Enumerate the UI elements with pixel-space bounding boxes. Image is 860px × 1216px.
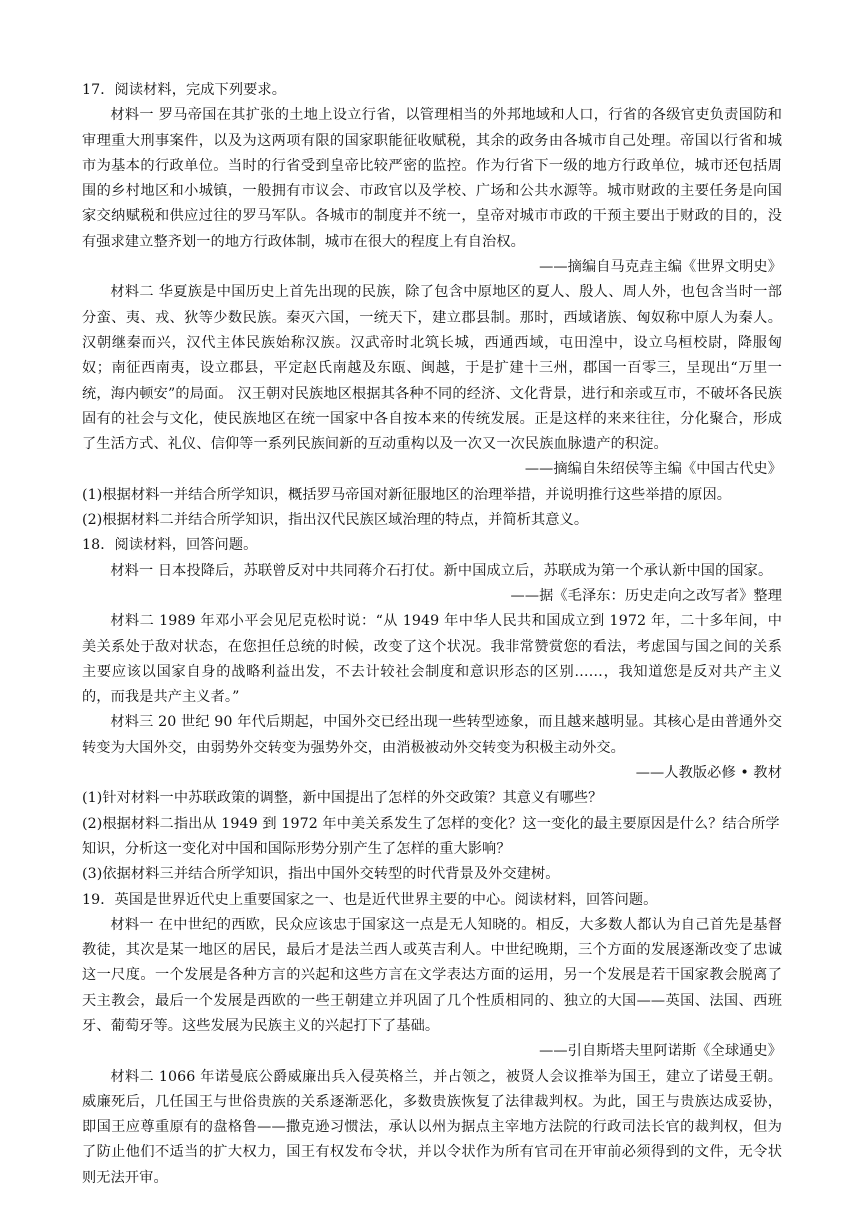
q17-material-1: 材料一 罗马帝国在其扩张的土地上设立行省，以管理相当的外邦地域和人口，行省的各级官吏负责国防和审理重大刑事案件，以及为这两项有限的国家职能征收赋税，其余的政务由各城市自己处理。帝国以行省和城市为基本的行政单位。当时的行省受到皇帝比较严密的监控。作为行省下一级的地方行政单位，城市还包括周围的乡村地区和小城镇，一般拥有市议会、市政官以及学校、广场和公共水源等。城市财政的主要任务是向国家交纳赋税和供应过往的罗马军队。各城市的制度并不统一，皇帝对城市市政的干预主要出于财政的目的，没有强求建立整齐划一的地方行政体制，城市在很大的程度上有自治权。: [82, 107, 782, 250]
q17-ask-1: (1)根据材料一并结合所学知识，概括罗马帝国对新征服地区的治理举措，并说明推行这些举措的原因。: [82, 486, 732, 503]
q17-material-1-source: ——摘编自马克垚主编《世界文明史》: [539, 259, 782, 276]
question-19-title: 19．英国是世界近代史上重要国家之一、也是近代世界主要的中心。阅读材料，回答问题。: [82, 891, 658, 908]
q19-material-1: 材料一 在中世纪的西欧，民众应该忠于国家这一点是无人知晓的。相反，大多数人都认为自己首先是基督教徒，其次是某一地区的居民，最后才是法兰西人或英吉利人。中世纪晚期，三个方面的发展逐渐改变了忠诚这一尺度。一个发展是各种方言的兴起和这些方言在文学表达方面的运用，另一个发展是若干国家教会脱离了天主教会，最后一个发展是西欧的一些王朝建立并巩固了几个性质相同的、独立的大国——英国、法国、西班牙、葡萄牙等。这些发展为民族主义的兴起打下了基础。: [82, 916, 782, 1034]
q18-material-3: 材料三 20 世纪 90 年代后期起，中国外交已经出现一些转型迹象，而且越来越明显。其核心是由普通外交转变为大国外交，由弱势外交转变为强势外交，由消极被动外交转变为积极主动外交。: [82, 714, 782, 756]
q17-ask-2: (2)根据材料二并结合所学知识，指出汉代民族区域治理的特点，并简析其意义。: [82, 512, 589, 529]
q19-material-1-source: ——引自斯塔夫里阿诺斯《全球通史》: [539, 1043, 782, 1060]
q18-ask-1: (1)针对材料一中苏联政策的调整，新中国提出了怎样的外交政策？其意义有哪些？: [82, 790, 603, 807]
q19-material-2: 材料二 1066 年诺曼底公爵威廉出兵入侵英格兰，并占领之，被贤人会议推举为国王，建立了诺曼王朝。威廉死后，几任国王与世俗贵族的关系逐渐恶化，多数贵族恢复了法律裁判权。为此，国王与贵族达成妥协，即国王应尊重原有的盘格鲁——撒克逊习惯法，承认以州为据点主宰地方法院的行政司法长官的裁判权，但为了防止他们不适当的扩大权力，国王有权发布令状，并以令状作为所有官司在开审前必须得到的文件，无令状则无法开审。: [82, 1068, 782, 1186]
q18-material-3-source: ——人教版必修 • 教材: [635, 765, 782, 782]
q17-material-2-source: ——摘编自朱绍侯等主编《中国古代史》: [524, 461, 782, 478]
question-18-title: 18．阅读材料，回答问题。: [82, 537, 258, 554]
q18-ask-2: (2)根据材料二指出从 1949 到 1972 年中美关系发生了怎样的变化？这一变化的最主要原因是什么？结合所学知识，分析这一变化对中国和国际形势分别产生了怎样的重大影响？: [82, 815, 780, 857]
q18-ask-3: (3)依据材料三并结合所学知识，指出中国外交转型的时代背景及外交建树。: [82, 866, 560, 883]
question-17-title: 17．阅读材料，完成下列要求。: [82, 82, 286, 98]
exam-page: [82, 78, 782, 1191]
q17-material-2: 材料二 华夏族是中国历史上首先出现的民族，除了包含中原地区的夏人、殷人、周人外，也包含当时一部分蛮、夷、戎、狄等少数民族。秦灭六国，一统天下，建立郡县制。那时，西域诸族、匈奴称中原人为秦人。汉朝继秦而兴，汉代主体民族始称汉族。汉武帝时北筑长城，西通西域，屯田湟中，设立乌桓校尉，降服匈奴；南征西南夷，设立郡县，平定赵氏南越及东瓯、闽越，于是扩建十三州，郡国一百零三，呈现出“万里一统，海内顿安”的局面。 汉王朝对民族地区根据其各种不同的经济、文化背景，进行和亲或互市，不破坏各民族固有的社会与文化，使民族地区在统一国家中各自按本来的传统发展。正是这样的来来往往，分化聚合，形成了生活方式、礼仪、信仰等一系列民族间新的互动重构以及一次又一次民族血脉遗产的积淀。: [82, 284, 782, 453]
q18-material-1-source: ——据《毛泽东：历史走向之改写者》整理: [510, 587, 782, 604]
q18-material-2: 材料二 1989 年邓小平会见尼克松时说：“从 1949 年中华人民共和国成立到 1972 年，二十多年间，中美关系处于敌对状态，在您担任总统的时候，改变了这个状况。我非常赞赏您的看法，考虑国与国之间的关系主要应该以国家自身的战略利益出发，不去计较社会制度和意识形态的区别……，我知道您是反对共产主义的，而我是共产主义者。”: [82, 613, 782, 706]
q18-material-1: 材料一 日本投降后，苏联曾反对中共同蒋介石打仗。新中国成立后，苏联成为第一个承认新中国的国家。: [110, 562, 773, 579]
